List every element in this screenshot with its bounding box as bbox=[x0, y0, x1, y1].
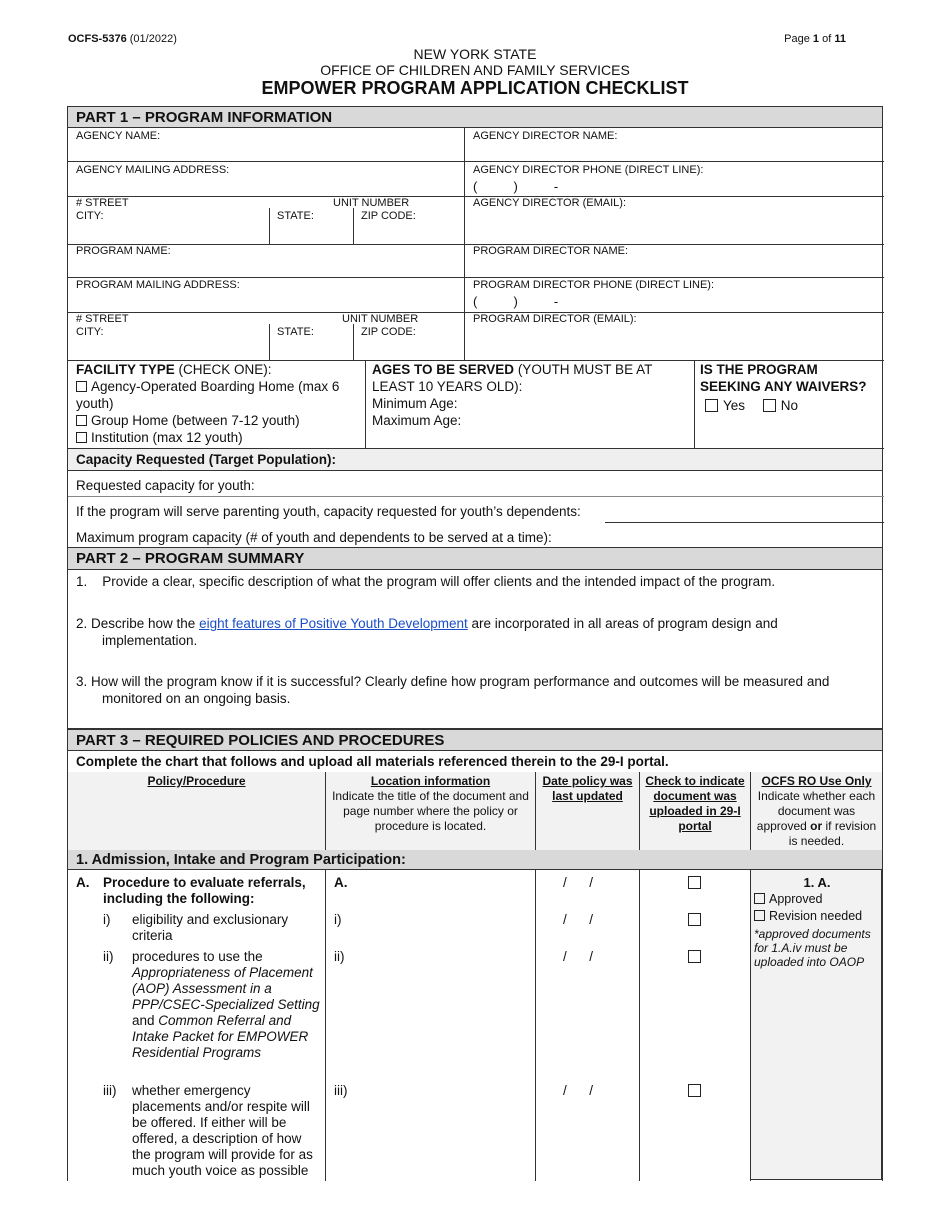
agency-street-label: # STREET bbox=[76, 197, 129, 209]
part1-title: PART 1 – PROGRAM INFORMATION bbox=[68, 107, 882, 128]
agency-name-field[interactable]: AGENCY NAME: bbox=[76, 130, 161, 142]
section-admission-intake: 1. Admission, Intake and Program Participation: bbox=[68, 850, 882, 870]
checkbox-icon[interactable] bbox=[76, 415, 87, 426]
checkbox-icon[interactable] bbox=[688, 950, 701, 963]
minimum-age-field[interactable]: Minimum Age: bbox=[372, 396, 458, 411]
policy-row-ii: ii) procedures to use the Appropriateness of Placement (AOP) Assessment in a PPP/CSEC-Specialized Setting and Common Referral and Intake Packet for EMPOWER Residential Programs bbox=[103, 949, 320, 1060]
col-header-ocfs-ro: OCFS RO Use Only Indicate whether each document was approved or if revision is needed. bbox=[756, 774, 877, 848]
program-street-label: # STREET bbox=[76, 313, 129, 325]
program-city-field[interactable]: CITY: bbox=[76, 326, 104, 338]
summary-question-1: 1. Provide a clear, specific description of what the program will offer clients and the intended impact of the program. bbox=[76, 574, 776, 589]
capacity-youth-field[interactable]: Requested capacity for youth: bbox=[76, 478, 255, 493]
part3-instructions: Complete the chart that follows and upload all materials referenced therein to the 29-I portal. bbox=[68, 751, 882, 773]
col-header-location: Location information Indicate the title of the document and page number where the policy or procedure is located. bbox=[332, 774, 529, 833]
ro-note: *approved documents for 1.A.iv must be uploaded into OAOP bbox=[754, 927, 871, 969]
agency-director-phone-field[interactable]: ( ) - bbox=[473, 179, 559, 194]
waivers-title: IS THE PROGRAM SEEKING ANY WAIVERS? bbox=[700, 362, 867, 394]
ages-served-group: AGES TO BE SERVED (YOUTH MUST BE AT LEAST 10 YEARS OLD): Minimum Age: Maximum Age: bbox=[372, 361, 690, 429]
agency-director-phone-label: AGENCY DIRECTOR PHONE (DIRECT LINE): bbox=[473, 164, 704, 176]
program-director-phone-label: PROGRAM DIRECTOR PHONE (DIRECT LINE): bbox=[473, 279, 715, 291]
uploaded-checkbox-i[interactable] bbox=[688, 913, 701, 929]
program-mailing-address-field[interactable]: PROGRAM MAILING ADDRESS: bbox=[76, 279, 240, 291]
ro-revision-option[interactable]: Revision needed bbox=[754, 908, 880, 925]
agency-director-email-field[interactable]: AGENCY DIRECTOR (EMAIL): bbox=[473, 197, 627, 209]
program-zip-field[interactable]: ZIP CODE: bbox=[361, 326, 416, 338]
agency-zip-field[interactable]: ZIP CODE: bbox=[361, 210, 416, 222]
checkbox-icon[interactable] bbox=[688, 913, 701, 926]
facility-option-boarding-home[interactable]: Agency-Operated Boarding Home (max 6 youth) bbox=[76, 379, 340, 411]
checkbox-icon[interactable] bbox=[688, 1084, 701, 1097]
facility-type-title: FACILITY TYPE bbox=[76, 362, 175, 377]
document-title: EMPOWER PROGRAM APPLICATION CHECKLIST bbox=[261, 78, 689, 98]
part2-title: PART 2 – PROGRAM SUMMARY bbox=[68, 548, 882, 570]
checkbox-icon[interactable] bbox=[763, 399, 776, 412]
date-field-a[interactable]: / / bbox=[563, 875, 594, 890]
part2-section bbox=[67, 548, 883, 729]
program-director-email-field[interactable]: PROGRAM DIRECTOR (EMAIL): bbox=[473, 313, 637, 325]
agency-mailing-address-field[interactable]: AGENCY MAILING ADDRESS: bbox=[76, 164, 230, 176]
policy-row-a: A. Procedure to evaluate referrals, including the following: bbox=[76, 875, 306, 906]
capacity-title: Capacity Requested (Target Population): bbox=[68, 449, 882, 471]
part3-title: PART 3 – REQUIRED POLICIES AND PROCEDURES bbox=[68, 729, 882, 751]
waivers-group bbox=[700, 361, 880, 414]
program-director-name-field[interactable]: PROGRAM DIRECTOR NAME: bbox=[473, 245, 629, 257]
program-state-field[interactable]: STATE: bbox=[277, 326, 314, 338]
ro-item-title: 1. A. bbox=[803, 875, 831, 890]
agency-heading: OFFICE OF CHILDREN AND FAMILY SERVICES bbox=[320, 62, 630, 78]
part1-section bbox=[67, 106, 883, 548]
facility-option-institution[interactable]: Institution (max 12 youth) bbox=[76, 429, 361, 446]
date-field-iii[interactable]: / / bbox=[563, 1083, 594, 1098]
waiver-no-option[interactable]: No bbox=[763, 398, 798, 413]
agency-unit-label: UNIT NUMBER bbox=[333, 197, 410, 209]
program-unit-label: UNIT NUMBER bbox=[342, 313, 419, 325]
page-indicator: Page 1 of 11 bbox=[784, 33, 846, 45]
ocfs-ro-panel bbox=[754, 874, 880, 969]
facility-type-group: FACILITY TYPE (CHECK ONE): Agency-Operated Boarding Home (max 6 youth) Group Home (between 7-12 youth) Institution (max 12 youth) bbox=[76, 361, 361, 446]
capacity-max-field[interactable]: Maximum program capacity (# of youth and dependents to be served at a time): bbox=[76, 530, 552, 545]
facility-option-group-home[interactable]: Group Home (between 7-12 youth) bbox=[76, 412, 361, 429]
checkbox-icon[interactable] bbox=[754, 910, 765, 921]
policy-row-iii: iii) whether emergency placements and/or respite will be offered. If either will be offered, a description of how the program will provide for as much youth voice as possible bbox=[103, 1083, 313, 1178]
program-director-phone-field[interactable]: ( ) - bbox=[473, 294, 559, 309]
maximum-age-field[interactable]: Maximum Age: bbox=[372, 413, 462, 428]
summary-question-2: 2. Describe how the eight features of Positive Youth Development are incorporated in all areas of program design and implementation. bbox=[76, 616, 778, 648]
positive-youth-development-link[interactable]: eight features of Positive Youth Development bbox=[199, 616, 468, 631]
part3-section bbox=[67, 729, 883, 1181]
policy-row-i: i) eligibility and exclusionary criteria bbox=[103, 912, 289, 943]
agency-city-field[interactable]: CITY: bbox=[76, 210, 104, 222]
date-field-i[interactable]: / / bbox=[563, 912, 594, 927]
uploaded-checkbox-a[interactable] bbox=[688, 876, 701, 892]
col-header-policy: Policy/Procedure bbox=[147, 774, 246, 788]
ro-approved-option[interactable]: Approved bbox=[754, 891, 880, 908]
program-name-field[interactable]: PROGRAM NAME: bbox=[76, 245, 171, 257]
summary-question-3: 3. How will the program know if it is successful? Clearly define how program performance and outcomes will be measured and monitored on an ongoing basis. bbox=[76, 674, 830, 706]
checkbox-icon[interactable] bbox=[754, 893, 765, 904]
checkbox-icon[interactable] bbox=[705, 399, 718, 412]
location-field-ii[interactable]: ii) bbox=[334, 949, 345, 964]
uploaded-checkbox-ii[interactable] bbox=[688, 950, 701, 966]
checkbox-icon[interactable] bbox=[76, 381, 87, 392]
checkbox-icon[interactable] bbox=[688, 876, 701, 889]
waiver-yes-option[interactable]: Yes bbox=[705, 398, 745, 413]
capacity-dependents-field[interactable]: If the program will serve parenting youth, capacity requested for youth’s dependents: bbox=[76, 504, 581, 519]
state-heading: NEW YORK STATE bbox=[413, 46, 537, 62]
agency-director-name-field[interactable]: AGENCY DIRECTOR NAME: bbox=[473, 130, 618, 142]
agency-state-field[interactable]: STATE: bbox=[277, 210, 314, 222]
col-header-date: Date policy was last updated bbox=[542, 774, 633, 803]
checkbox-icon[interactable] bbox=[76, 432, 87, 443]
location-field-a[interactable]: A. bbox=[334, 875, 348, 890]
form-code: OCFS-5376 (01/2022) bbox=[68, 33, 177, 45]
location-field-i[interactable]: i) bbox=[334, 912, 342, 927]
uploaded-checkbox-iii[interactable] bbox=[688, 1084, 701, 1100]
date-field-ii[interactable]: / / bbox=[563, 949, 594, 964]
ages-title: AGES TO BE SERVED bbox=[372, 362, 515, 377]
col-header-uploaded: Check to indicate document was uploaded in 29-I portal bbox=[645, 774, 745, 833]
location-field-iii[interactable]: iii) bbox=[334, 1083, 348, 1098]
